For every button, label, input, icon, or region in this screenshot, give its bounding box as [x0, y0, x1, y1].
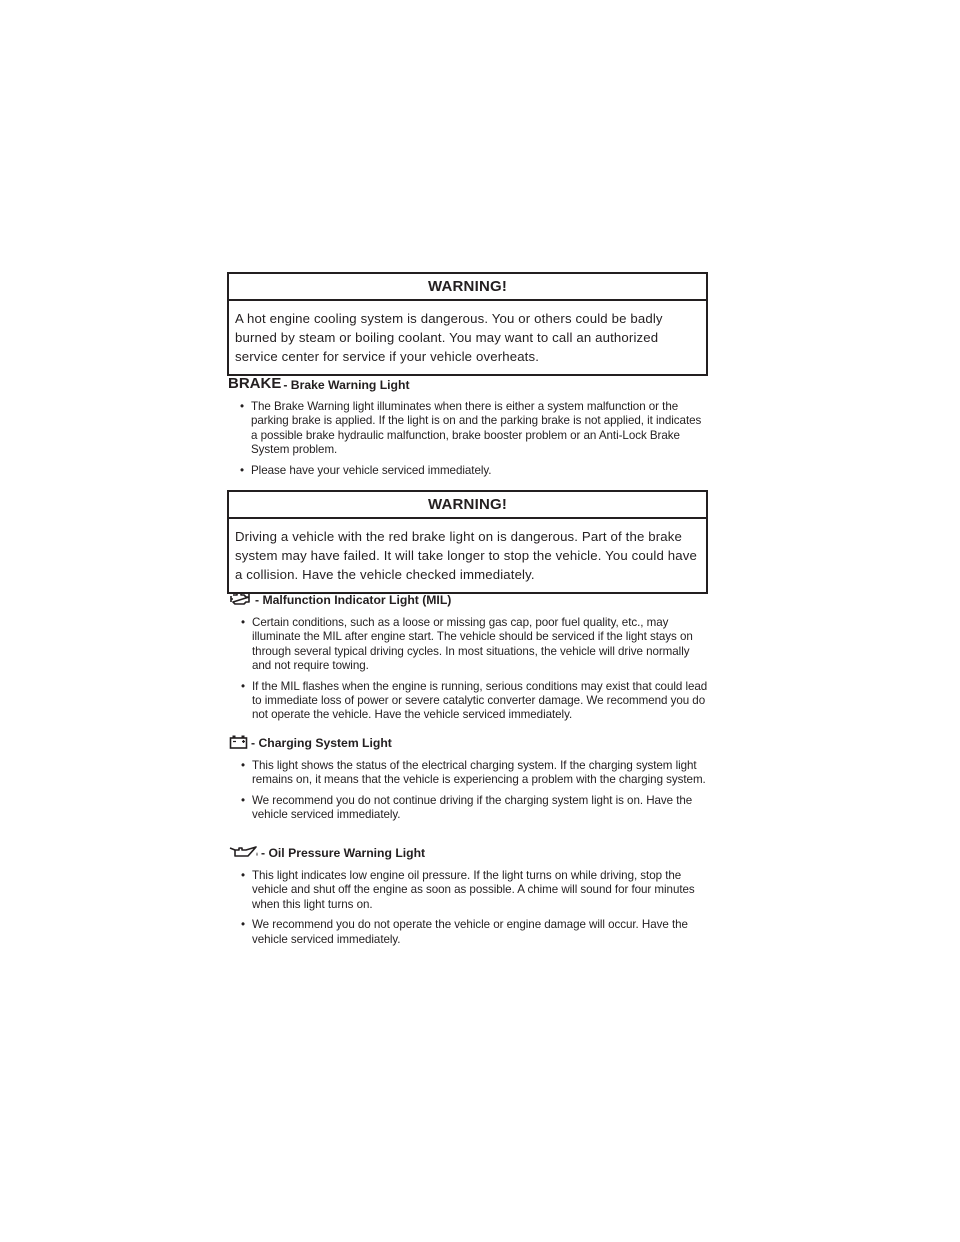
warning-text: A hot engine cooling system is dangerous. You or others could be badly burned by steam or boiling coolant. You may want to call an authorized service center for service if your vehicle overheats.	[235, 311, 663, 364]
warning-box-cooling	[227, 272, 708, 376]
brake-heading-text: - Brake Warning Light	[283, 378, 410, 392]
charging-heading	[229, 733, 709, 753]
warning-title: WARNING!	[229, 274, 706, 301]
list-item: • This light shows the status of the electrical charging system. If the charging system light remains on, it means that the vehicle is experiencing a problem with the charging system.	[229, 759, 709, 788]
oil-heading	[229, 843, 709, 863]
battery-icon	[229, 734, 249, 753]
charging-list	[229, 759, 709, 823]
list-item: • This light indicates low engine oil pressure. If the light turns on while driving, stop the vehicle and shut off the engine as soon as possible. A chime will sound for four minutes when this light turns on.	[229, 869, 709, 912]
check-engine-icon	[229, 591, 253, 610]
charging-heading-text: - Charging System Light	[251, 736, 392, 750]
mil-list	[229, 616, 709, 723]
list-item: • Certain conditions, such as a loose or missing gas cap, poor fuel quality, etc., may illuminate the MIL after engine start. The vehicle should be serviced if the light stays on through several typical driving cycles. In most situations, the vehicle will drive normally and not require towing.	[229, 616, 709, 674]
oil-can-icon	[229, 844, 259, 863]
list-item: • We recommend you do not continue driving if the charging system light is on. Have the vehicle serviced immediately.	[229, 794, 709, 823]
mil-heading	[229, 590, 709, 610]
mil-heading-text: - Malfunction Indicator Light (MIL)	[255, 593, 452, 607]
mil-section	[229, 590, 709, 729]
oil-list	[229, 869, 709, 947]
oil-heading-text: - Oil Pressure Warning Light	[261, 846, 426, 860]
brake-list	[228, 400, 708, 478]
warning-text: Driving a vehicle with the red brake light on is dangerous. Part of the brake system may have failed. It will take longer to stop the vehicle. You could have a collision. Have the vehicle checked immediately.	[235, 529, 697, 582]
warning-box-brake	[227, 490, 708, 594]
brake-word-icon: BRAKE	[228, 374, 282, 392]
charging-section	[229, 733, 709, 829]
list-item: • Please have your vehicle serviced immediately.	[228, 464, 708, 478]
list-item: • The Brake Warning light illuminates when there is either a system malfunction or the parking brake is applied. If the light is on and the parking brake is not applied, it indicates a possible brake hydraulic malfunction, brake booster problem or an Anti-Lock Brake System problem.	[228, 400, 708, 458]
brake-heading	[228, 373, 708, 393]
oil-section	[229, 843, 709, 953]
list-item: • We recommend you do not operate the vehicle or engine damage will occur. Have the vehicle serviced immediately.	[229, 918, 709, 947]
warning-title: WARNING!	[229, 492, 706, 519]
brake-section	[228, 373, 708, 484]
list-item: • If the MIL flashes when the engine is running, serious conditions may exist that could lead to immediate loss of power or severe catalytic converter damage. We recommend you do not operate the vehicle. Have the vehicle serviced immediately.	[229, 680, 709, 723]
